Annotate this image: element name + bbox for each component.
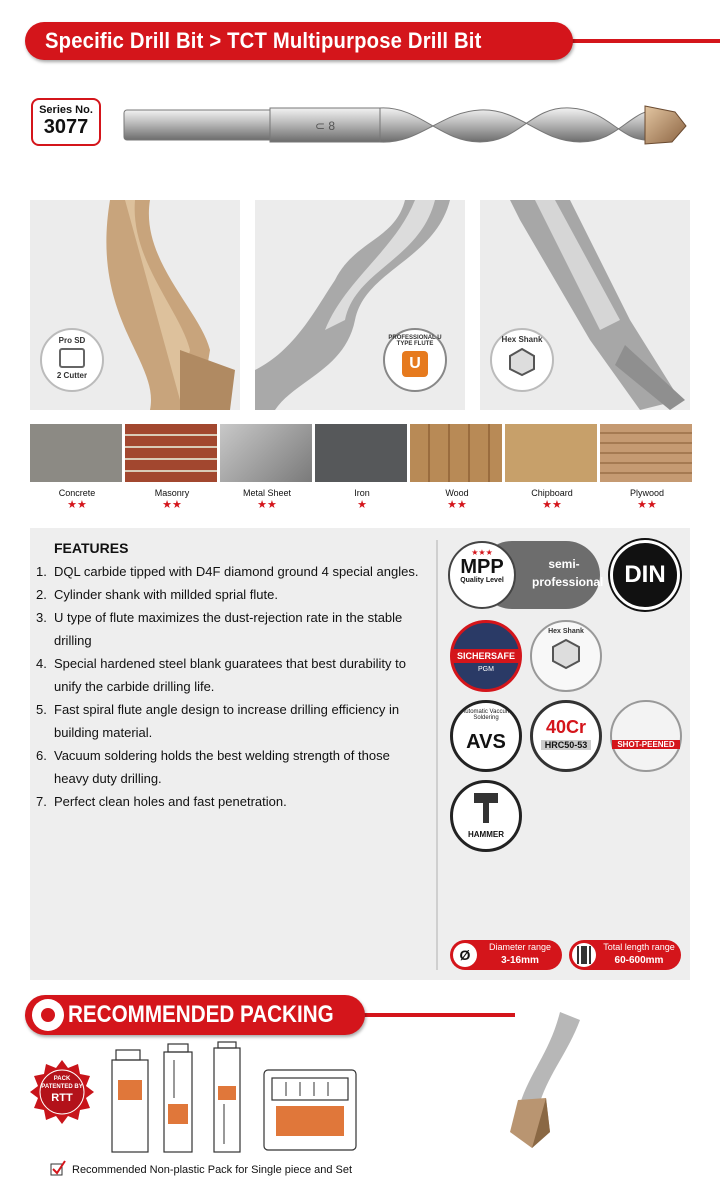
- wood-swatch: [410, 424, 502, 482]
- pro-sd-stamp: Pro SD 2 Cutter: [40, 328, 104, 392]
- feature-item: 1. DQL carbide tipped with D4F diamond ground 4 special angles.: [36, 564, 419, 579]
- material-iron: Iron ★: [315, 424, 409, 514]
- svg-text:⊂ 8: ⊂ 8: [315, 119, 336, 133]
- hex-shank-photo: [480, 200, 690, 410]
- rating-stars: ★★: [542, 499, 562, 511]
- chipboard-swatch: [505, 424, 597, 482]
- mpp-quality-badge: semi-professional ★★★ MPP Quality Level: [448, 541, 600, 609]
- series-badge: [31, 98, 101, 146]
- packing-title: RECOMMENDED PACKING: [68, 1001, 334, 1028]
- rating-stars: ★★: [67, 499, 87, 511]
- drill-tip-image: [480, 1012, 590, 1152]
- bullet-icon: [32, 999, 64, 1031]
- concrete-swatch: [30, 424, 122, 482]
- packaging-illustration: [104, 1040, 364, 1158]
- rating-stars: ★★: [637, 499, 657, 511]
- material-concrete: Concrete ★★: [30, 424, 124, 514]
- feature-item: 6. Vacuum soldering holds the best welding strength of those heavy duty drilling.: [36, 748, 390, 786]
- rating-stars: ★★: [257, 499, 277, 511]
- material-masonry: Masonry ★★: [125, 424, 219, 514]
- material-chipboard: Chipboard ★★: [505, 424, 599, 514]
- 40cr-steel-icon: 40Cr HRC50-53: [530, 700, 602, 772]
- shot-peened-icon: SHOT-PEENED: [610, 700, 682, 772]
- length-range-badge: Total length range 60-600mm: [569, 940, 681, 970]
- hex-shank-icon: Hex Shank: [530, 620, 602, 692]
- iron-swatch: [315, 424, 407, 482]
- diameter-range-badge: Ø Diameter range 3-16mm: [450, 940, 562, 970]
- material-plywood: Plywood ★★: [600, 424, 694, 514]
- checkbox-icon: [50, 1160, 66, 1176]
- packing-note: Recommended Non-plastic Pack for Single piece and Set: [72, 1164, 353, 1176]
- quality-grade-text: semi-professional: [532, 557, 604, 589]
- flute-closeup-photo: [255, 200, 465, 410]
- tip-closeup-photo: [30, 200, 240, 410]
- feature-item: 7. Perfect clean holes and fast penetration.: [36, 794, 287, 809]
- series-number: 3077: [43, 116, 89, 138]
- avs-soldering-icon: Automatic Vaccum Soldering AVS: [450, 700, 522, 772]
- hex-shank-stamp: Hex Shank: [490, 328, 554, 392]
- feature-item: 2. Cylinder shank with millded sprial flute.: [36, 587, 278, 602]
- diameter-icon: Ø: [453, 943, 477, 967]
- sichersafe-icon: SICHERSAFE PGM: [450, 620, 522, 692]
- drill-bit-image: [120, 98, 690, 154]
- hammer-icon: HAMMER: [450, 780, 522, 852]
- material-metal-sheet: Metal Sheet ★★: [220, 424, 314, 514]
- page-title: Specific Drill Bit > TCT Multipurpose Drill Bit: [45, 28, 482, 53]
- masonry-swatch: [125, 424, 217, 482]
- panel-divider: [436, 540, 438, 970]
- materials-row: [30, 424, 690, 514]
- feature-item: 4. Special hardened steel blank guaratees that best durability to unify the carbide drilling life.: [36, 656, 406, 694]
- din-icon: DIN: [610, 540, 680, 610]
- length-icon: [572, 943, 596, 967]
- rating-stars: ★★: [162, 499, 182, 511]
- rating-stars: ★★: [447, 499, 467, 511]
- feature-item: 3. U type of flute maximizes the dust-rejection rate in the stable drilling: [36, 610, 403, 648]
- metal-sheet-swatch: [220, 424, 312, 482]
- rating-stars: ★: [357, 499, 367, 511]
- feature-item: 5. Fast spiral flute angle design to increase drilling efficiency in building material.: [36, 702, 400, 740]
- u-type-flute-stamp: PROFESSIONAL U TYPE FLUTE U: [383, 328, 447, 392]
- features-title: FEATURES: [54, 540, 129, 556]
- header-rule: [560, 39, 720, 43]
- plywood-swatch: [600, 424, 692, 482]
- features-list: [36, 560, 426, 813]
- material-wood: Wood ★★: [410, 424, 504, 514]
- series-label: Series No.: [39, 104, 93, 116]
- patented-seal: PACK PATENTED BY RTT: [30, 1060, 94, 1124]
